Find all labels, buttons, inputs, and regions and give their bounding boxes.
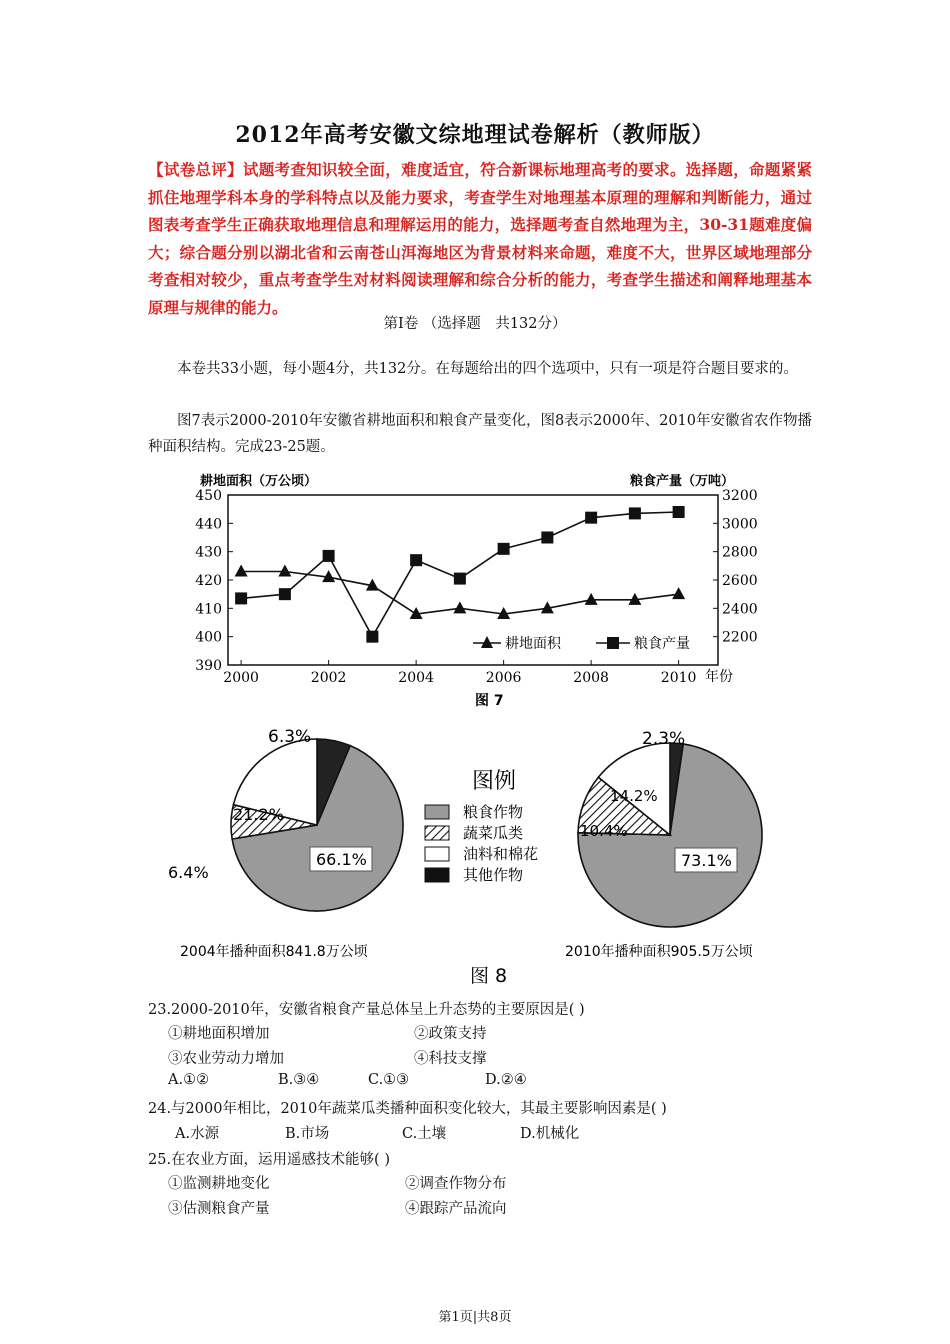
review-text: 试题考查知识较全面，难度适宜，符合新课标地理高考的要求。选择题，命题紧紧抓住地理学科本身的学科特点以及能力要求，考查学生对地理基本原理的理解和判断能力，通过图表考查学生正确获取地理信息和理解运用的能力，选择题考查自然地理为主，30-31题难度偏大；综合题分别以湖北省和云南苍山洱海地区为背景材料来命题，难度不大，世界区域地理部分考查相对较少，重点考查学生对材料阅读理解和综合分析的能力，考查学生描述和阐释地理基本原理与规律的能力。 — [148, 160, 812, 317]
x-tick-label: 2010 — [660, 670, 697, 686]
legend-swatch-oil — [425, 847, 449, 861]
review-label: 【试卷总评】 — [148, 160, 243, 179]
q25-item-1: ①监测耕地变化 — [168, 1176, 270, 1192]
left-tick-label: 430 — [195, 544, 222, 561]
page-footer: 第1页|共8页 — [438, 1310, 512, 1325]
q23-option-d: D.②④ — [485, 1072, 527, 1088]
pie-2004-caption: 2004年播种面积841.8万公顷 — [180, 944, 368, 960]
q25-stem: 25.在农业方面，运用遥感技术能够( ) — [148, 1152, 390, 1168]
legend-oil-cotton: 油料和棉花 — [463, 845, 539, 863]
grain-point — [454, 573, 466, 585]
q23-item-4: ④科技支撑 — [414, 1051, 487, 1067]
q24-option-a: A.水源 — [175, 1126, 220, 1142]
section-heading: 第Ⅰ卷 （选择题 共132分） — [383, 316, 567, 332]
legend-swatch-grain — [425, 805, 449, 819]
x-tick-label: 2000 — [223, 670, 259, 686]
q23-option-a: A.①② — [168, 1072, 210, 1088]
left-tick-label: 390 — [195, 658, 222, 674]
page-title: 2012年高考安徽文综地理试卷解析（教师版） — [235, 122, 715, 148]
q24-option-c: C.土壤 — [402, 1126, 447, 1142]
x-axis-label: 年份 — [705, 669, 733, 685]
farmland-point — [278, 565, 291, 577]
right-tick-label: 3000 — [722, 516, 758, 533]
q25-item-3: ③估测粮食产量 — [168, 1201, 270, 1217]
pie-2010-caption: 2010年播种面积905.5万公顷 — [565, 944, 753, 960]
left-tick-label: 420 — [195, 573, 222, 589]
right-tick-label: 3200 — [722, 488, 758, 504]
pie-2004 — [231, 739, 403, 911]
right-axis-label: 粮食产量（万吨） — [630, 474, 735, 489]
pie-2010-label-other: 2.3% — [642, 729, 686, 749]
right-tick-label: 2200 — [722, 629, 758, 646]
left-tick-label: 400 — [195, 629, 222, 646]
q25-item-4: ④跟踪产品流向 — [405, 1201, 507, 1217]
right-tick-label: 2800 — [722, 544, 758, 561]
q23-item-3: ③农业劳动力增加 — [168, 1051, 284, 1067]
farmland-point — [672, 587, 685, 599]
legend-farmland: 耕地面积 — [505, 636, 561, 652]
pie-2010-label-oil: 14.2% — [610, 787, 658, 805]
grain-point — [366, 631, 378, 643]
x-tick-label: 2002 — [310, 670, 347, 686]
q23-item-2: ②政策支持 — [414, 1026, 487, 1042]
right-tick-label: 2400 — [722, 601, 758, 618]
legend-swatch-veg — [425, 826, 449, 840]
left-axis-label: 耕地面积（万公顷） — [200, 474, 318, 489]
figure-7-line-chart — [160, 465, 790, 715]
q25-item-2: ②调查作物分布 — [405, 1176, 507, 1192]
q23-option-b: B.③④ — [278, 1072, 320, 1088]
line-chart-legend — [473, 635, 690, 652]
intro-paragraph: 本卷共33小题，每小题4分，共132分。在每题给出的四个选项中，只有一项是符合题目要求的。 — [177, 361, 798, 377]
q23-item-1: ①耕地面积增加 — [168, 1026, 270, 1042]
exam-review — [148, 156, 812, 321]
grain-point — [585, 512, 597, 524]
legend-other-crops: 其他作物 — [463, 866, 524, 884]
grain-point — [279, 588, 291, 600]
grain-point — [498, 543, 510, 555]
legend-square-marker — [607, 637, 619, 649]
x-tick-label: 2008 — [573, 670, 609, 686]
pie-legend — [425, 769, 538, 884]
grain-point — [235, 592, 247, 604]
left-tick-label: 450 — [195, 488, 222, 504]
q23-option-c: C.①③ — [368, 1072, 410, 1088]
legend-swatch-other — [425, 868, 449, 882]
legend-vegetables: 蔬菜瓜类 — [463, 824, 524, 842]
legend-title: 图例 — [472, 769, 517, 794]
figure-8-caption: 图 8 — [470, 965, 508, 987]
legend-grain-crops: 粮食作物 — [463, 803, 524, 821]
q24-option-d: D.机械化 — [520, 1126, 580, 1142]
grain-point — [673, 506, 685, 518]
pie-2004-label-oil: 21.2% — [233, 805, 284, 824]
context-paragraph: 图7表示2000-2010年安徽省耕地面积和粮食产量变化，图8表示2000年、2010年安徽省农作物播种面积结构。完成23-25题。 — [148, 413, 812, 455]
grain-point — [629, 507, 641, 519]
grain-point — [323, 550, 335, 562]
grain-point — [410, 554, 422, 566]
q24-option-b: B.市场 — [285, 1126, 330, 1142]
farmland-point — [585, 593, 598, 605]
pie-2010-label-grain: 73.1% — [681, 851, 732, 870]
farmland-point — [453, 601, 466, 613]
left-tick-label: 410 — [195, 601, 222, 618]
left-tick-label: 440 — [195, 516, 222, 533]
pie-2004-label-veg: 6.4% — [168, 863, 209, 882]
q24-stem: 24.与2000年相比，2010年蔬菜瓜类播种面积变化较大，其最主要影响因素是( ) — [148, 1101, 667, 1117]
right-tick-label: 2600 — [722, 573, 758, 589]
x-tick-label: 2006 — [485, 670, 522, 686]
pie-2004-label-grain: 66.1% — [316, 850, 367, 869]
farmland-point — [235, 565, 248, 577]
pie-2010-label-veg: 10.4% — [580, 822, 628, 840]
legend-triangle-marker — [481, 636, 493, 648]
figure-8-pie-charts — [160, 720, 810, 992]
figure-7-caption: 图 7 — [475, 693, 504, 709]
legend-grain: 粮食产量 — [634, 636, 690, 652]
pie-2004-label-other: 6.3% — [268, 727, 312, 747]
grain-point — [541, 532, 553, 544]
q23-stem: 23.2000-2010年，安徽省粮食产量总体呈上升态势的主要原因是( ) — [148, 1002, 585, 1018]
x-tick-label: 2004 — [398, 670, 434, 686]
